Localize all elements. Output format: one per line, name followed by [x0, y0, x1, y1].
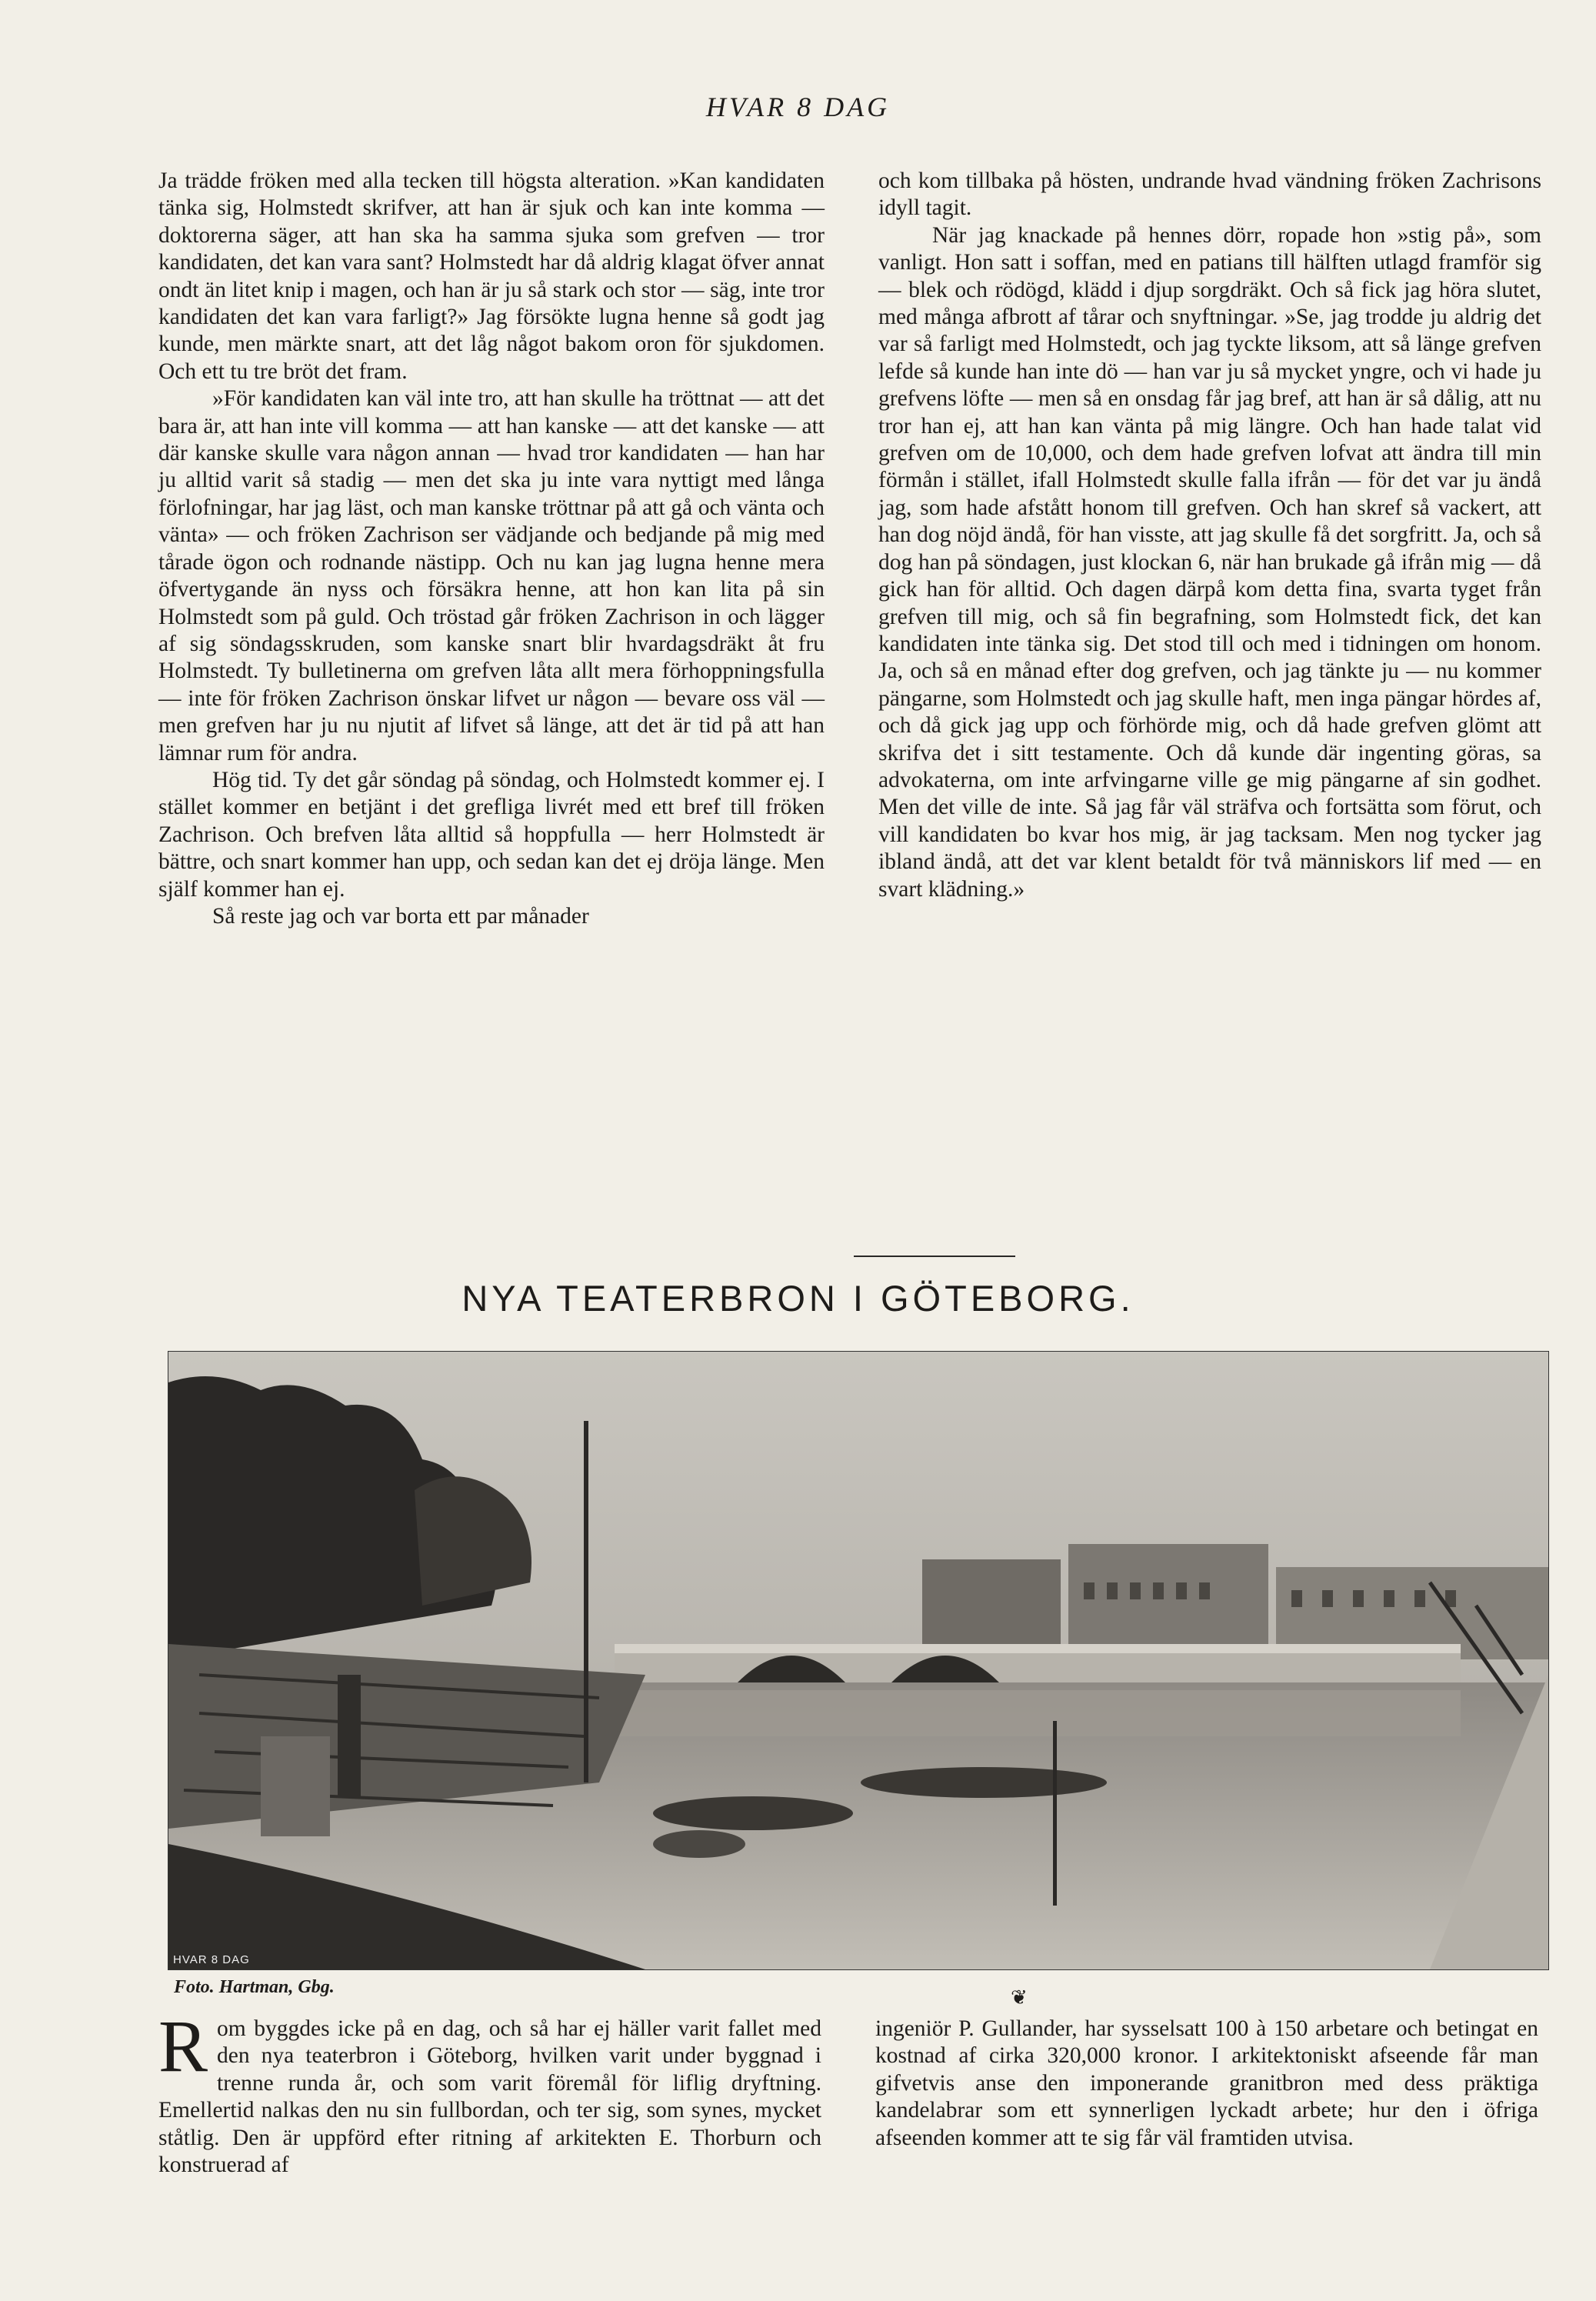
- top-right-column: [878, 168, 1541, 903]
- photo-caption: Foto. Hartman, Gbg.: [174, 1977, 335, 1997]
- photo-illustration: [168, 1352, 1548, 1969]
- paragraph: ingeniör P. Gullander, har sysselsatt 100 à 150 arbetare och betingat en kostnad af cirka 320,000 kronor. I arkitektoniskt afseende får man gifvetvis anse den imponerande granitbron med dess präktiga kandelabrar som ett synnerligen lyckadt arbete; hur den i öfriga afseenden kommer att te sig får väl framtiden utvisa.: [875, 2016, 1538, 2150]
- paragraph: Så reste jag och var borta ett par månader: [212, 903, 589, 929]
- ornament-icon: ❦: [1011, 1986, 1028, 2009]
- section-divider: [854, 1256, 1015, 1257]
- paragraph: och kom tillbaka på hösten, undrande hvad vändning fröken Zachrisons idyll tagit.: [878, 168, 1541, 221]
- paragraph: »För kandidaten kan väl inte tro, att han skulle ha tröttnat — att det bara är, att han inte vill komma — att han kanske — att det kanske — att där kanske skulle vara någon annan — hvad tror kandidaten — han har ju alltid varit så stadig — men det ska ju inte vara nyttigt med långa förlofningar, har jag läst, och man kanske tröttnar på att gå och vänta och vänta» — och fröken Zachrison ser vädjande och bedjande på mig med tårade ögon och rodnande nästipp. Och nu kan jag lugna henne mera öfvertygande än nyss och försäkra henne, att hon kan lita på sin Holmstedt som på guld. Och tröstad går fröken Zachrison in och lägger af sig söndagsskruden, som kanske snart blir hvardagsdräkt åt fru Holmstedt. Ty bulletinerna om grefven låta allt mera förhoppningsfulla — inte för fröken Zachrison önskar lifvet ur någon — bevare oss väl — men grefven har ju nu njutit af lifvet så länge, att det är tid på att han lämnar rum för andra.: [158, 386, 825, 765]
- photo-watermark: HVAR 8 DAG: [173, 1953, 250, 1966]
- paragraph: När jag knackade på hennes dörr, ropade hon »stig på», som vanligt. Hon satt i soffan, med en patians till hälften utlagd framför sig — blek och rödögd, klädd i djup sorgdräkt. Och så fick jag höra slutet, med många afbrott af tårar och snyftningar. »Se, jag trodde ju aldrig det var så farligt med Holmstedt, och jag tyckte liksom, att så länge grefven lefde så kunde han inte dö — han var ju så mycket yngre, och vi hade ju grefvens löfte — men så en onsdag får jag bref, att han är så dålig, att nu tror han ej, att han kan vänta på mig längre. Och han hade talat vid grefven om de 10,000, och dem hade grefven lofvat att ändra till min förmån i stället, ifall Holmstedt skulle falla ifrån — för det var ju ändå jag, som hade afstått honom till grefven. Och han skref så vackert, att han dog nöjd ändå, för han visste, att jag skulle få det sorgfritt. Ja, och så dog han på söndagen, just klockan 6, när han brukade gå ifrån mig — då gick han för alltid. Och dagen därpå kom detta fina, svarta tyget från grefven till mig, och så fin begrafning, som Holmstedt fick, det kan kandidaten inte tänka sig. Det stod till och med i tidningen om honom. Ja, och så en månad efter dog grefven, och jag tänkte ju — nu kommer pängarne, som Holmstedt och jag skulle haft, men inga pängar hördes af, och då gick jag upp och förhörde mig, och då hade grefven glömt att skrifva det i sitt testamente. Och då kunde där ingenting göras, sa advokaterna, om inte arfvingarne ville ge mig pängarne af sin godhet. Men det ville de inte. Så jag får väl sträfva och fortsätta som förut, och vill kandidaten bo kvar hos mig, är jag tacksam. Men nog tycker jag ibland ändå, att det var klent betaldt för två människors lif med — en svart klädning.»: [878, 222, 1541, 902]
- drop-cap: R: [158, 2005, 208, 2087]
- running-header: HVAR 8 DAG: [705, 92, 891, 122]
- paragraph: Ja trädde fröken med alla tecken till högsta alteration. »Kan kandidaten tänka sig, Holmstedt skrifver, att han är sjuk och kan inte komma — doktorerna säger, att han ska ha samma sjuka som grefven — tror kandidaten, det kan vara sant? Holmstedt har då aldrig klagat öfver annat ondt än litet knip i magen, och han är ju så stark och stor — säg, inte tror kandidaten det kan vara farligt?» Jag försökte lugna henne så godt jag kunde, men märkte snart, att det låg något bakom oron för sjukdomen. Och ett tu tre bröt det fram.: [158, 168, 825, 384]
- section-title: NYA TEATERBRON I GÖTEBORG.: [461, 1278, 1135, 1319]
- paragraph: Hög tid. Ty det går söndag på söndag, och Holmstedt kommer ej. I stället kommer en betjänt i det grefliga livrét med ett bref till fröken Zachrison. Och brefven låta alltid så hoppfulla — herr Holmstedt är bättre, och snart kommer han upp, och sedan kan det ej dröja länge. Men själf kommer han ej.: [158, 767, 825, 902]
- bottom-left-column: [158, 2005, 821, 2179]
- paragraph: om byggdes icke på en dag, och så har ej häller varit fallet med den nya teaterbron i Göteborg, hvilken varit under byggnad i trenne runda år, och som varit föremål för liflig dryftning. Emellertid nalkas den nu sin fullbordan, och ter sig, som synes, mycket ståtlig. Den är uppförd efter ritning af arkitekten E. Thorburn och konstruerad af: [158, 2016, 821, 2178]
- top-left-column: [158, 168, 825, 930]
- bottom-right-column: [875, 2016, 1538, 2152]
- bridge-photograph: [168, 1351, 1549, 1970]
